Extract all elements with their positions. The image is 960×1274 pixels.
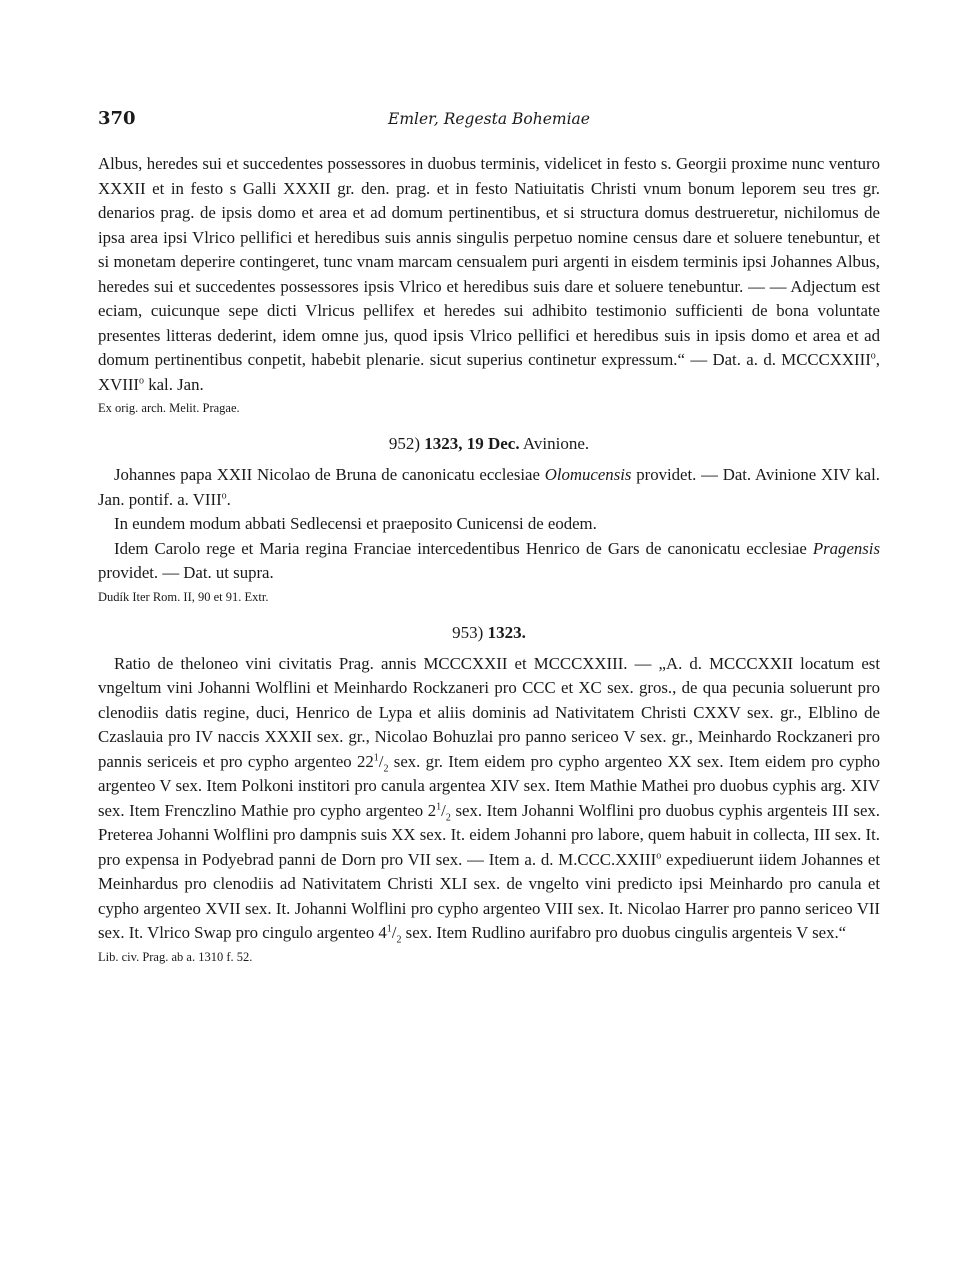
paragraph: Ratio de theloneo vini civitatis Prag. annis MCCCXXII et MCCCXXIII. — „A. d. MCCCXXII locatum est vngeltum vini Johanni Wolflini et Meinhardo Rockzaneri pro CCC et XC sex. gros., de qua pecunia soluerunt pro clenodiis datis regine, duci, Henrico de Lypa et aliis dominis ad Nativitatem Christi CXXV sex. gr., Elblino de Czaslauia pro IV naccis XXXII sex. gr., Nicolao Bohuzlai pro panno sericeo V sex. gr., Meinhardo Rockzaneri pro pannis sericeis et pro cypho argenteo $22^1/_2$ sex. gr. Item eidem pro cypho argenteo XX sex. Item eidem pro cypho argenteo V sex. Item Polkoni institori pro canula argentea XIV sex. Item Mathie Mathei pro duobus cyphis arg. XIV sex. Item Frenczlino Mathie pro cypho argenteo $2^1/_2$ sex. Item Johanni Wolflini pro duobus cyphis argenteis III sex. Preterea Johanni Wolflini pro dampnis suis XX sex. It. eidem Johanni pro labore, quem habuit in collecta, III sex. It. pro expensa in Podyebrad panni de Dorn pro VII sex. — Item a. d. M.CCC.XXIII$^o$ expediuerunt iidem Johannes et Meinhardus pro clenodiis ad Nativitatem Christi XLI sex. de vngelto vini predicto ipsi Meinhardo pro canula et cypho argenteo XVII sex. It. Johanni Wolflini pro cypho argenteo VIII sex. It. Nicolao Harrer pro panno sericeo VII sex. It. Vlrico Swap pro cingulo argenteo $4^1/_2$ sex. Item Rudlino aurifabro pro duobus cingulis argenteis V sex.“ <box>98 653 880 946</box>
entry-heading-953 <box>98 620 880 646</box>
document-body <box>98 152 880 968</box>
continued-paragraph: Albus, heredes sui et succedentes possessores in duobus terminis, videlicet in festo s. Georgii proxime nunc venturo XXXII et in festo s Galli XXXII gr. den. prag. et in festo Natiuitatis Christi vnum bonum leporem seu tres gr. denarios prag. de ipsis domo et area et ad domum pertinentibus, et si structura domus destrueretur, nichilomus de ipsa area ipsi Vlrico pellifici et heredibus suis annis singulis perpetuo nomine census dare et soluere tenebuntur, et si monetam deperire contingeret, tunc vnam marcam censualem puri argenti in eisdem terminis ipsi Johannes Albus, heredes sui et succedentes possessores ipsis Vlrico et heredibus suis dare et soluere tenebuntur. — — Adjectum est eciam, cuicunque sepe dicti Vlricus pellifex et heredes sui adhibito testimonio sufficienti de bona voluntate presentes litteras dederint, idem omne jus, quod ipsis Vlrico pellifici et heredibus suis in ipsis domo et area et ad domum pertinentibus conpetit, habebit plenarie. sicut superius continetur expressum.“ — Dat. a. d. MCCCXXIII$^o$, XVIII$^o$ kal. Jan. <box>98 154 880 394</box>
entry-heading-952 <box>98 431 880 457</box>
source-citation: Ex orig. arch. Melit. Pragae. <box>98 401 240 415</box>
paragraph: In eundem modum abbati Sedlecensi et praeposito Cunicensi de eodem. <box>114 514 597 533</box>
entry-date: 1323, 19 Dec. <box>424 434 520 453</box>
entry-number: 952) <box>388 434 420 453</box>
paragraph: Idem Carolo rege et Maria regina Franciae intercedentibus Henrico de Gars de canonicatu ecclesiae Pragensis providet. — Dat. ut supra. <box>98 538 880 582</box>
source-citation: Dudík Iter Rom. II, 90 et 91. Extr. <box>98 589 269 604</box>
page <box>98 108 880 968</box>
page-number: 370 <box>98 108 136 129</box>
paragraph: Johannes papa XXII Nicolao de Bruna de canonicatu ecclesiae Olomucensis providet. — Dat. Avinione XIV kal. Jan. pontif. a. VIII$^o$. <box>98 465 880 509</box>
running-title: Emler, Regesta Bohemiae <box>388 110 590 128</box>
entry-number: 953) <box>452 622 484 642</box>
source-citation: Lib. civ. Prag. ab a. 1310 f. 52. <box>98 949 253 964</box>
entry-date: 1323. <box>487 622 526 642</box>
page-header <box>98 108 880 138</box>
entry-place: Avinione. <box>522 434 590 453</box>
